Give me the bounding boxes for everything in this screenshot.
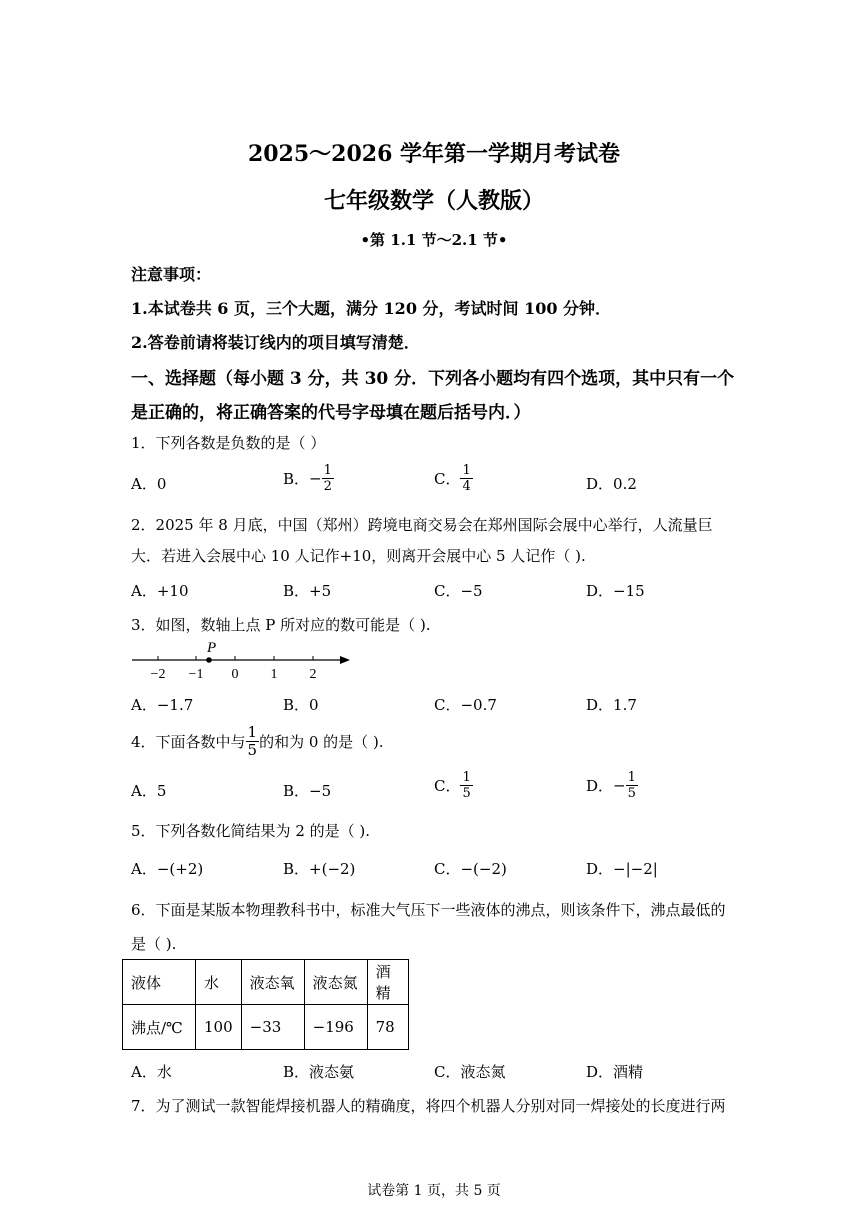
table-cell: −33 — [241, 1005, 304, 1050]
table-header-cell: 液态氧 — [241, 960, 304, 1005]
tick-label: −2 — [150, 667, 166, 682]
point-p-label: P — [207, 640, 217, 656]
section-heading-line2: 是正确的，将正确答案的代号字母填在题后括号内．） — [131, 403, 531, 423]
arrow-head-icon — [340, 656, 350, 664]
q2-option-b: B．+5 — [283, 582, 332, 600]
question-5-stem: 5．下列各数化简结果为 2 的是（ ). — [131, 822, 371, 840]
note-item-1: 1.本试卷共 6 页，三个大题，满分 120 分，考试时间 100 分钟． — [131, 299, 612, 318]
q4-option-b: B．−5 — [283, 782, 332, 800]
table-cell: 100 — [196, 1005, 242, 1050]
point-p-dot — [206, 657, 212, 663]
q5-option-d: D．−|−2| — [586, 860, 658, 878]
question-4-stem: 4．下面各数中与 $\frac{1}{5}$ 的和为 0 的是（ ). — [131, 723, 384, 759]
question-2-line1: 2．2025 年 8 月底，中国（郑州）跨境电商交易会在郑州国际会展中心举行，人流量巨 — [131, 516, 713, 534]
question-7-line1: 7．为了测试一款智能焊接机器人的精确度，将四个机器人分别对同一焊接处的长度进行两 — [131, 1097, 726, 1115]
tick-label: −1 — [188, 667, 204, 682]
q4-option-c: C． $\frac{1}{5}$ — [434, 770, 471, 801]
table-header-cell: 酒精 — [367, 960, 408, 1005]
question-3-stem: 3．如图，数轴上点 P 所对应的数可能是（ ). — [131, 616, 431, 634]
table-cell: 78 — [367, 1005, 408, 1050]
table-row — [123, 960, 409, 1005]
page-footer: 试卷第 1 页，共 5 页 — [367, 1183, 501, 1199]
q2-option-a: A．+10 — [131, 582, 189, 600]
table-header-cell: 水 — [196, 960, 242, 1005]
q5-option-a: A．−(+2) — [131, 860, 204, 878]
section-heading-line1: 一、选择题（每小题 3 分，共 30 分．下列各小题均有四个选项，其中只有一个 — [131, 369, 735, 389]
number-line-figure — [128, 638, 358, 686]
q6-option-c: C．液态氮 — [434, 1063, 506, 1081]
tick-label: 0 — [231, 667, 239, 682]
q4-option-d: D．− $\frac{1}{5}$ — [586, 770, 636, 801]
q1-option-c: C． $\frac{1}{4}$ — [434, 463, 471, 494]
table-cell: −196 — [304, 1005, 367, 1050]
q5-option-b: B．+(−2) — [283, 860, 356, 878]
q3-option-c: C．−0.7 — [434, 696, 497, 714]
q6-option-d: D．酒精 — [586, 1063, 644, 1081]
question-1-stem: 1．下列各数是负数的是（ ） — [131, 434, 326, 452]
table-header-cell: 液体 — [123, 960, 196, 1005]
q6-option-a: A．水 — [131, 1063, 172, 1081]
q1-option-d: D．0.2 — [586, 475, 637, 493]
notes-heading: 注意事项： — [131, 265, 212, 284]
q1-option-a: A．0 — [131, 475, 167, 493]
tick-label: 2 — [309, 667, 317, 682]
q4-option-a: A．5 — [131, 782, 167, 800]
q5-option-c: C．−(−2) — [434, 860, 507, 878]
q3-option-a: A．−1.7 — [131, 696, 194, 714]
q6-option-b: B．液态氨 — [283, 1063, 355, 1081]
question-2-line2: 大．若进入会展中心 10 人记作+10，则离开会展中心 5 人记作（ ). — [131, 547, 586, 565]
table-row — [123, 1005, 409, 1050]
q3-option-d: D．1.7 — [586, 696, 637, 714]
question-6-line2: 是（ ). — [131, 935, 177, 953]
q3-option-b: B．0 — [283, 696, 319, 714]
exam-subtitle: 七年级数学（人教版） — [323, 188, 544, 214]
exam-title: 2025～2026 学年第一学期月考试卷 — [247, 141, 621, 167]
boiling-point-table — [122, 959, 409, 1050]
q2-option-c: C．−5 — [434, 582, 483, 600]
q2-option-d: D．−15 — [586, 582, 645, 600]
exam-scope: •第 1.1 节～2.1 节• — [360, 231, 508, 249]
table-cell: 沸点/℃ — [123, 1005, 196, 1050]
table-header-cell: 液态氮 — [304, 960, 367, 1005]
q1-option-b: B．− $\frac{1}{2}$ — [283, 463, 332, 494]
tick-label: 1 — [270, 667, 278, 682]
question-6-line1: 6．下面是某版本物理教科书中，标准大气压下一些液体的沸点，则该条件下，沸点最低的 — [131, 901, 726, 919]
note-item-2: 2.答卷前请将装订线内的项目填写清楚． — [131, 333, 420, 352]
